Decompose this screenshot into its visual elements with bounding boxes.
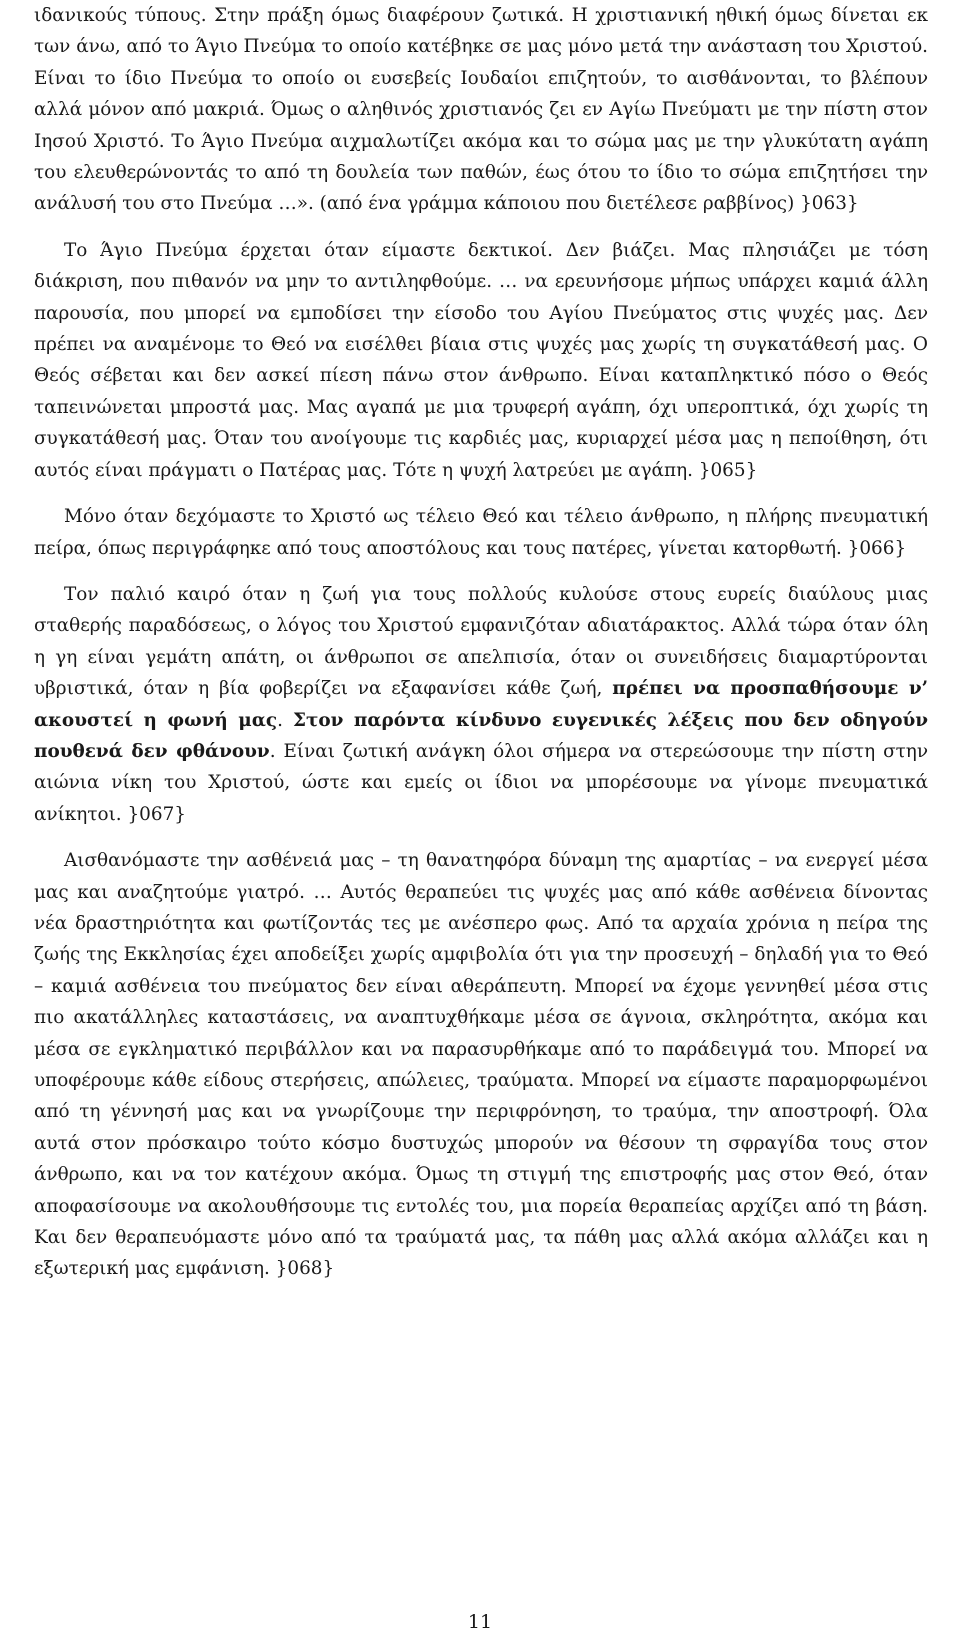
paragraph-4-bold-text-2: Στον παρόντα κίνδυνο ευγενικές λέξεις που δεν οδηγούν πουθενά δεν φθάνουν [34, 709, 928, 762]
paragraph-4-text: Τον παλιό καιρό όταν η ζωή για τους πολλούς κυλούσε στους ευρείς διαύλους μιας σταθερής παραδόσεως, ο λόγος του Χριστού εμφανιζόταν αδιατάρακτος. Αλλά τώρα όταν όλη η γη είναι γεμάτη απάτη, οι άνθρωποι σε απελπισία, όταν οι συνειδήσεις διαμαρτύρονται υβριστικά, όταν η βία φοβερίζει να εξαφανίσει κάθε ζωή, [34, 583, 928, 700]
paragraph-4 [34, 579, 928, 830]
paragraph-2: Το Άγιο Πνεύμα έρχεται όταν είμαστε δεκτικοί. Δεν βιάζει. Μας πλησιάζει με τόση διάκριση, που πιθανόν να μην το αντιληφθούμε. … να ερευνήσομε μήπως υπάρχει καμιά άλλη παρουσία, που μπορεί να εμποδίσει την είσοδο του Αγίου Πνεύματος στις ψυχές μας. Δεν πρέπει να αναμένομε το Θεό να εισέλθει βίαια στις ψυχές μας χωρίς τη συγκατάθεσή μας. Ο Θεός σέβεται και δεν ασκεί πίεση πάνω στον άνθρωπο. Είναι καταπληκτικό πόσο ο Θεός ταπεινώνεται μπροστά μας. Μας αγαπά με μια τρυφερή αγάπη, όχι υπεροπτικά, όχι χωρίς τη συγκατάθεσή μας. Όταν του ανοίγουμε τις καρδιές μας, κυριαρχεί μέσα μας η πεποίθηση, ότι αυτός είναι πράγματι ο Πατέρας μας. Τότε η ψυχή λατρεύει με αγάπη. }065} [34, 239, 928, 481]
paragraph-4-text-separator: . [277, 709, 293, 731]
paragraph-4-bold-text-1: πρέπει να προσπαθήσουμε ν’ ακουστεί η φωνή μας [34, 678, 928, 731]
paragraph-5: Αισθανόμαστε την ασθένειά μας – τη θανατηφόρα δύναμη της αμαρτίας – να ενεργεί μέσα μας και αναζητούμε γιατρό. … Αυτός θεραπεύει τις ψυχές μας από κάθε ασθένεια δίνοντας νέα δραστηριότητα και φωτίζοντάς τες με ανέσπερο φως. Από τα αρχαία χρόνια η πείρα της ζωής της Εκκλησίας έχει αποδείξει χωρίς αμφιβολία ότι για την προσευχή – δηλαδή για το Θεό – καμιά ασθένεια του πνεύματος δεν είναι αθεράπευτη. Μπορεί να έχομε γεννηθεί μέσα στις πιο ακατάλληλες καταστάσεις, να αναπτυχθήκαμε μέσα σε άγνοια, σκληρότητα, ακόμα και μέσα σε εγκληματικό περιβάλλον και να παρασυρθήκαμε από το παράδειγμά του. Μπορεί να υποφέρουμε κάθε είδους στερήσεις, απώλειες, τραύματα. Μπορεί να είμαστε παραμορφωμένοι από τη γέννησή μας και να γνωρίζουμε την περιφρόνηση, το τραύμα, την αποστροφή. Όλα αυτά στον πρόσκαιρο τούτο κόσμο δυστυχώς μπορούν να θέσουν τη σφραγίδα τους στον άνθρωπο, και να τον κατέχουν ακόμα. Όμως τη στιγμή της επιστροφής μας στον Θεό, όταν αποφασίσουμε να ακολουθήσουμε τις εντολές του, μια πορεία θεραπείας αρχίζει από τη βάση. Και δεν θεραπευόμαστε μόνο από τα τραύματά μας, τα πάθη μας αλλά ακόμα αλλάζει και η εξωτερική μας εμφάνιση. }068} [34, 850, 928, 1280]
paragraph-4-text-end: . Είναι ζωτική ανάγκη όλοι σήμερα να στερεώσουμε την πίστη στην αιώνια νίκη του Χριστού, ώστε και εμείς οι ίδιοι να μπορέσουμε να γίνομε πνευματικά ανίκητοι. }067} [34, 740, 928, 825]
document-page [34, 0, 928, 1285]
paragraph-1: ιδανικούς τύπους. Στην πράξη όμως διαφέρουν ζωτικά. Η χριστιανική ηθική όμως δίνεται εκ των άνω, από το Άγιο Πνεύμα το οποίο κατέβηκε σε μας μόνο μετά την ανάσταση του Χριστού. Είναι το ίδιο Πνεύμα το οποίο οι ευσεβείς Ιουδαίοι επιζητούν, το αισθάνονται, το βλέπουν αλλά μόνον από μακριά. Όμως ο αληθινός χριστιανός ζει εν Αγίω Πνεύματι με την πίστη στον Ιησού Χριστό. Το Άγιο Πνεύμα αιχμαλωτίζει ακόμα και το σώμα μας με την γλυκύτατη αγάπη του ελευθερώνοντάς το από τη δουλεία των παθών, έως ότου το ίδιο το σώμα επιζητήσει την ανάλυσή του στο Πνεύμα …». (από ένα γράμμα κάποιου που διετέλεσε ραββίνος) }063} [34, 5, 928, 215]
page-number: 11 [467, 1611, 493, 1633]
paragraph-3: Μόνο όταν δεχόμαστε το Χριστό ως τέλειο Θεό και τέλειο άνθρωπο, η πλήρης πνευματική πείρα, όπως περιγράφηκε από τους αποστόλους και τους πατέρες, γίνεται κατορθωτή. }066} [34, 506, 928, 559]
